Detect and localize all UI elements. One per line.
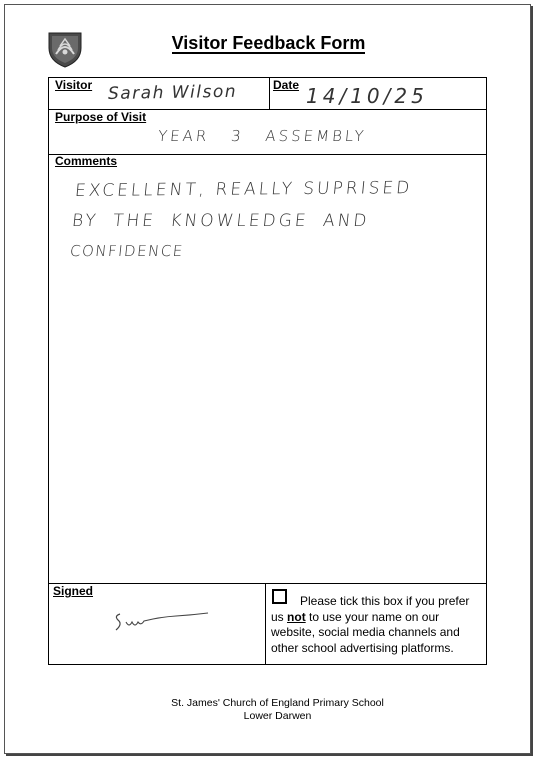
col-divider bbox=[269, 77, 270, 109]
purpose-value[interactable]: YEAR 3 ASSEMBLY bbox=[157, 127, 368, 145]
visitor-value[interactable]: Sarah Wilson bbox=[107, 81, 238, 104]
privacy-text-pre: Please tick this box if you prefer us bbox=[271, 594, 470, 624]
row-divider bbox=[48, 583, 487, 584]
purpose-label: Purpose of Visit bbox=[55, 110, 147, 124]
col-divider bbox=[265, 583, 266, 665]
signature-scribble[interactable] bbox=[110, 604, 215, 636]
school-name: St. James' Church of England Primary School bbox=[171, 697, 384, 709]
privacy-notice bbox=[271, 594, 483, 656]
date-label: Date bbox=[273, 78, 300, 92]
privacy-text-post: to use your name on our website, social media channels and other school advertising platforms. bbox=[271, 609, 460, 655]
school-location: Lower Darwen bbox=[243, 710, 312, 722]
form-title bbox=[0, 33, 537, 54]
privacy-text-emphasis: not bbox=[287, 609, 306, 624]
comments-line-1[interactable]: EXCELLENT, REALLY SUPRISED bbox=[74, 178, 414, 201]
visitor-label: Visitor bbox=[55, 78, 93, 92]
signed-label: Signed bbox=[53, 584, 94, 598]
comments-line-2[interactable]: BY THE KNOWLEDGE AND bbox=[70, 211, 371, 231]
comments-line-3[interactable]: CONFIDENCE bbox=[69, 242, 185, 260]
form-title-text: Visitor Feedback Form bbox=[171, 33, 366, 53]
footer bbox=[0, 697, 537, 723]
comments-label: Comments bbox=[55, 154, 118, 168]
date-value[interactable]: 14/10/25 bbox=[306, 84, 428, 108]
